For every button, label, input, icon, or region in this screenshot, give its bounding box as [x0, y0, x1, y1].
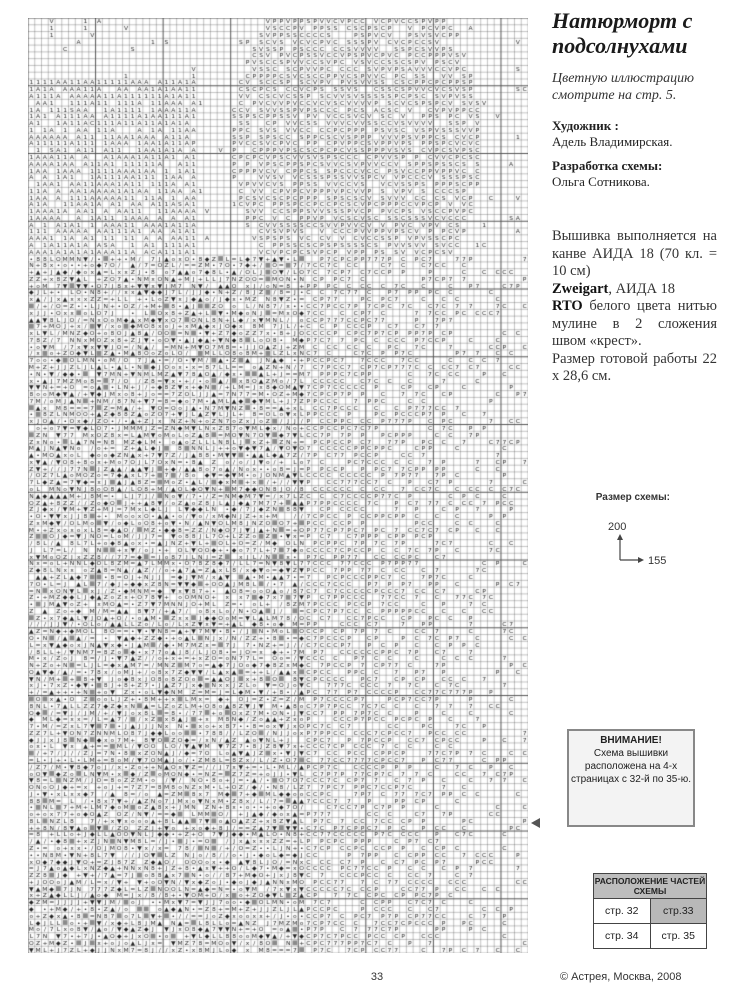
artist-name: Адель Владимирская. [552, 134, 673, 149]
illustration-note: Цветную иллюстрацию смотрите на стр. 5. [552, 71, 694, 103]
part-cell: стр. 35 [651, 923, 707, 948]
parts-row [594, 899, 706, 923]
description-size: Размер готовой работы 22 x 28,6 см. [552, 350, 717, 384]
scheme-author-block [552, 158, 732, 190]
description-brand2: RTO [552, 298, 583, 314]
scheme-author-label: Разработка схемы: [552, 158, 663, 173]
parts-layout-table [593, 873, 707, 949]
warning-box [567, 729, 695, 827]
part-cell: стр. 32 [594, 899, 651, 923]
scheme-size-width: 155 [648, 555, 667, 567]
warning-text: Схема вышивки расположена на 4-х страницах с 32-й по 35-ю. [571, 748, 691, 785]
description-line2: , АИДА 18 [608, 280, 676, 297]
part-cell-current: стр.33 [651, 899, 707, 923]
center-marker-arrow [531, 818, 540, 828]
scheme-size-height: 200 [608, 521, 627, 533]
parts-row [594, 923, 706, 948]
copyright: © Астрея, Москва, 2008 [560, 971, 682, 983]
part-cell: стр. 34 [594, 923, 651, 948]
description-line3: белого цвета нитью мулине в 2 сложения швом «крест». [552, 298, 717, 349]
warning-title: ВНИМАНИЕ! [600, 735, 662, 746]
scheme-size-arrow [600, 518, 710, 578]
page-number: 33 [370, 971, 384, 983]
artist-label: Художник : [552, 118, 619, 133]
page-title: Натюрморт с подсолнухами [552, 8, 693, 58]
artist-block [552, 118, 732, 150]
parts-table-header: РАСПОЛОЖЕНИЕ ЧАСТЕЙ СХЕМЫ [594, 874, 706, 899]
embroidery-description [552, 228, 717, 386]
scheme-size-label: Размер схемы: [595, 492, 670, 503]
cross-stitch-pattern-grid [28, 18, 528, 953]
description-line1: Вышивка выполняется на канве АИДА 18 (70 кл. = 10 см) [552, 228, 717, 279]
scheme-author-name: Ольга Сотникова. [552, 174, 650, 189]
description-brand: Zweigart [552, 280, 609, 297]
